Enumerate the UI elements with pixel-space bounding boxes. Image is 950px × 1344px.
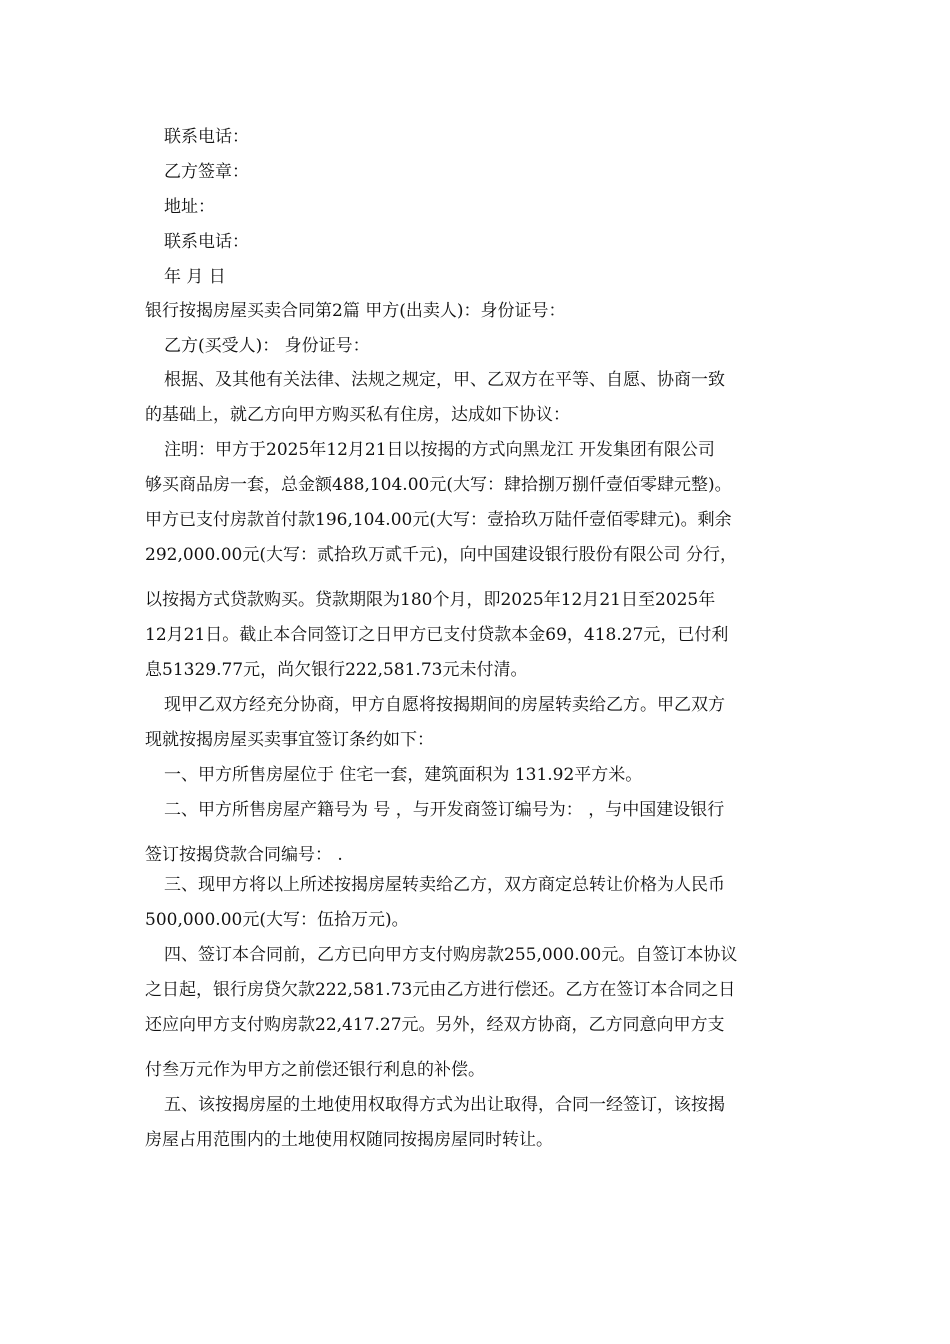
paragraph-line: 甲方已支付房款首付款196,104.00元(大写：壹拾玖万陆仟壹佰零肆元)。剩余 (145, 510, 732, 530)
clause-2-cont: 签订按揭贷款合同编号： . (145, 845, 343, 865)
paragraph-line: 现就按揭房屋买卖事宜签订条约如下： (145, 730, 434, 750)
paragraph-line: 根据、及其他有关法律、法规之规定，甲、乙双方在平等、自愿、协商一致 (164, 370, 725, 390)
paragraph-line: 息51329.77元，尚欠银行222,581.73元未付清。 (145, 660, 528, 680)
paragraph-line: 292,000.00元(大写：贰拾玖万贰千元)，向中国建设银行股份有限公司 分行， (145, 545, 738, 565)
clause-4-cont: 之日起，银行房贷欠款222,581.73元由乙方进行偿还。乙方在签订本合同之日 (145, 980, 736, 1000)
party-b-line: 乙方(买受人)： 身份证号： (164, 336, 370, 356)
clause-5: 五、该按揭房屋的土地使用权取得方式为出让取得，合同一经签订，该按揭 (164, 1095, 725, 1115)
address-label: 地址： (164, 197, 215, 217)
contact-phone-label-2: 联系电话： (164, 232, 249, 252)
clause-4-cont: 还应向甲方支付购房款22,417.27元。另外，经双方协商，乙方同意向甲方支 (145, 1015, 725, 1035)
clause-4: 四、签订本合同前，乙方已向甲方支付购房款255,000.00元。自签订本协议 (164, 945, 738, 965)
paragraph-line: 的基础上，就乙方向甲方购买私有住房，达成如下协议： (145, 405, 570, 425)
paragraph-line: 现甲乙双方经充分协商，甲方自愿将按揭期间的房屋转卖给乙方。甲乙双方 (164, 695, 725, 715)
date-line: 年 月 日 (164, 267, 226, 287)
clause-1: 一、甲方所售房屋位于 住宅一套，建筑面积为 131.92平方米。 (164, 765, 643, 785)
party-b-signature-label: 乙方签章： (164, 162, 249, 182)
clause-2: 二、甲方所售房屋产籍号为 号 ，与开发商签订编号为： ，与中国建设银行 (164, 800, 725, 820)
clause-5-cont: 房屋占用范围内的土地使用权随同按揭房屋同时转让。 (145, 1130, 553, 1150)
clause-4-cont: 付叁万元作为甲方之前偿还银行利息的补偿。 (145, 1060, 485, 1080)
contract-heading: 银行按揭房屋买卖合同第2篇 甲方(出卖人)：身份证号： (145, 301, 566, 321)
clause-3: 三、现甲方将以上所述按揭房屋转卖给乙方，双方商定总转让价格为人民币 (164, 875, 725, 895)
contact-phone-label: 联系电话： (164, 127, 249, 147)
paragraph-line: 够买商品房一套，总金额488,104.00元(大写：肆拾捌万捌仟壹佰零肆元整)。 (145, 475, 732, 495)
clause-3-cont: 500,000.00元(大写：伍拾万元)。 (145, 910, 409, 930)
paragraph-line: 注明：甲方于2025年12月21日以按揭的方式向黑龙江 开发集团有限公司 (164, 440, 715, 460)
paragraph-line: 以按揭方式贷款购买。贷款期限为180个月，即2025年12月21日至2025年 (145, 590, 716, 610)
paragraph-line: 12月21日。截止本合同签订之日甲方已支付贷款本金69，418.27元，已付利 (145, 625, 729, 645)
